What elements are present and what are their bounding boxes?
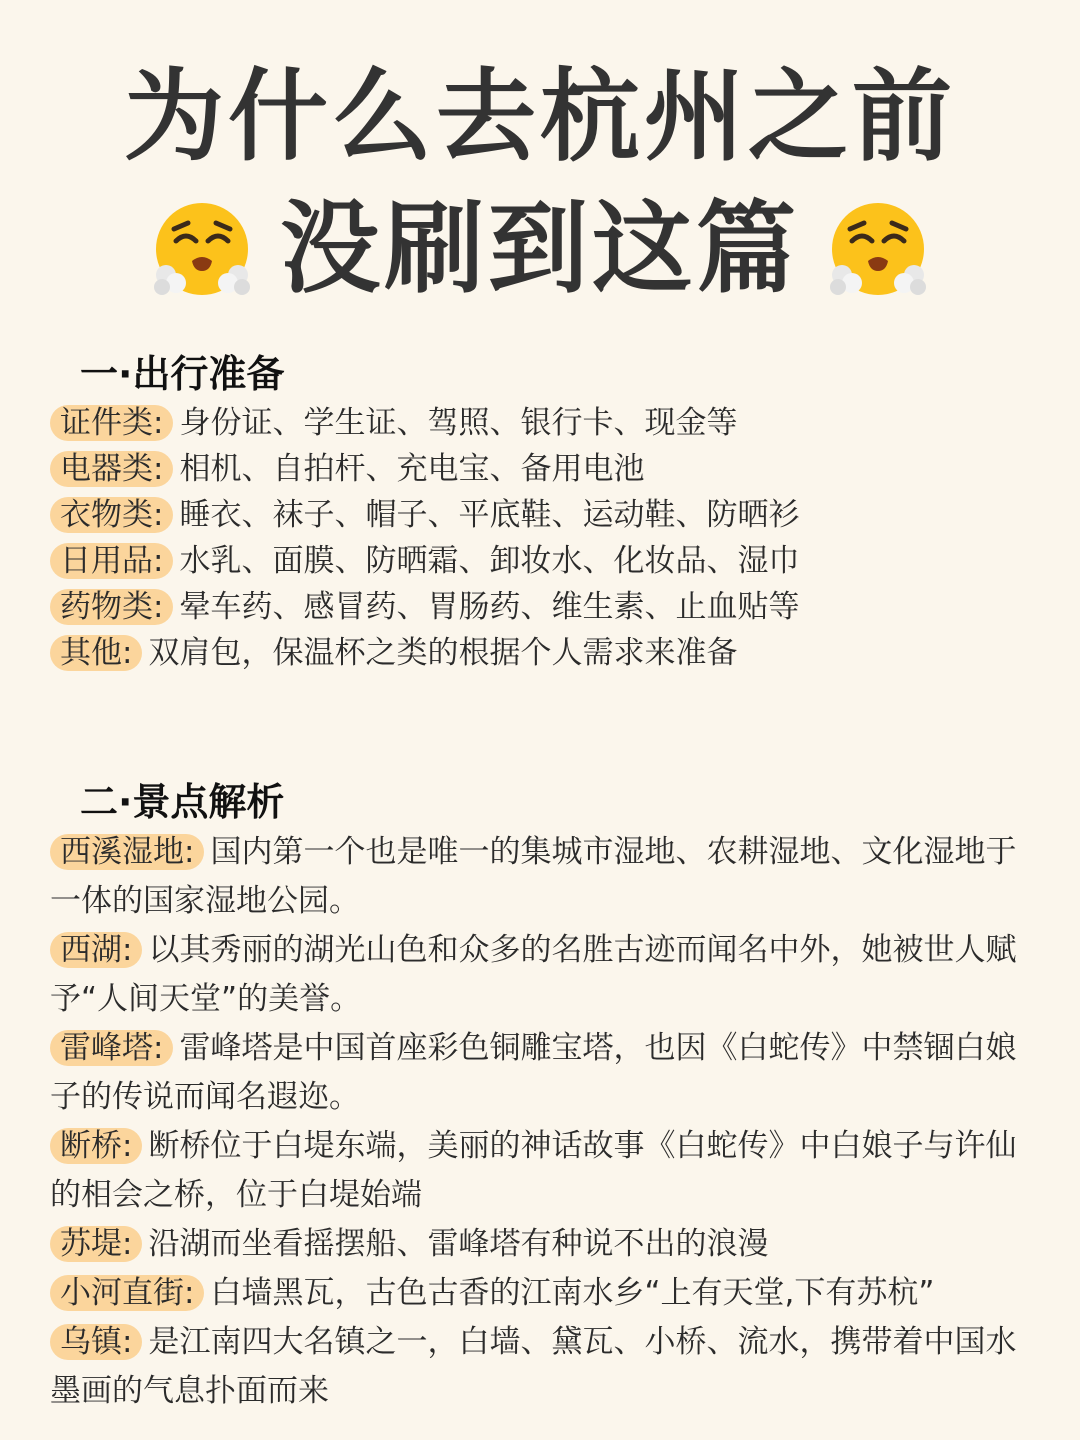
item-label: 乌镇: [50,1324,142,1360]
list-item [50,446,1030,492]
list-item [50,630,1030,676]
item-text: 以其秀丽的湖光山色和众多的名胜古迹而闻名中外，她被世人赋予“人间天堂”的美誉。 [50,932,1017,1017]
item-label: 其他: [50,635,142,671]
list-item [50,538,1030,584]
item-label: 药物类: [50,589,173,625]
page-title-line2-row [0,184,1080,314]
list-item [50,400,1030,446]
list-item [50,828,1030,926]
section-travel-preparation [50,350,1030,676]
item-label: 电器类: [50,451,173,487]
item-label: 断桥: [50,1128,142,1164]
section-attractions [50,778,1030,1416]
item-label: 证件类: [50,405,173,441]
item-text: 国内第一个也是唯一的集城市湿地、农耕湿地、文化湿地于一体的国家湿地公园。 [50,834,1017,919]
item-label: 衣物类: [50,497,173,533]
list-item [50,1122,1030,1220]
list-item [50,1318,1030,1416]
item-text: 是江南四大名镇之一，白墙、黛瓦、小桥、流水，携带着中国水墨画的气息扑面而来 [50,1324,1017,1409]
list-item [50,1269,1030,1318]
item-text: 断桥位于白堤东端，美丽的神话故事《白蛇传》中白娘子与许仙的相会之桥，位于白堤始端 [50,1128,1017,1213]
list-item [50,492,1030,538]
item-label: 苏堤: [50,1226,142,1262]
section-title: 一·出行准备 [80,352,285,396]
item-text: 身份证、学生证、驾照、银行卡、现金等 [179,405,738,441]
face-with-steam-from-nose-emoji-icon [152,199,252,299]
list-item [50,1220,1030,1269]
item-text: 沿湖而坐看摇摆船、雷峰塔有种说不出的浪漫 [148,1226,769,1262]
item-text: 水乳、面膜、防晒霜、卸妆水、化妆品、湿巾 [179,543,800,579]
page-title-line1: 为什么去杭州之前 [124,58,956,175]
list-item [50,926,1030,1024]
item-label: 小河直街: [50,1275,204,1311]
face-with-steam-from-nose-emoji-icon [828,199,928,299]
item-label: 西溪湿地: [50,834,204,870]
item-text: 晕车药、感冒药、胃肠药、维生素、止血贴等 [179,589,800,625]
list-item [50,1024,1030,1122]
title-block [0,52,1080,314]
item-label: 西湖: [50,932,142,968]
item-text: 双肩包，保温杯之类的根据个人需求来准备 [148,635,738,671]
list-item [50,584,1030,630]
item-label: 日用品: [50,543,173,579]
item-text: 相机、自拍杆、充电宝、备用电池 [179,451,645,487]
item-text: 睡衣、袜子、帽子、平底鞋、运动鞋、防晒衫 [179,497,800,533]
item-text: 雷峰塔是中国首座彩色铜雕宝塔，也因《白蛇传》中禁锢白娘子的传说而闻名遐迩。 [50,1030,1017,1115]
section-title: 二·景点解析 [80,780,285,824]
item-text: 白墙黑瓦，古色古香的江南水乡“上有天堂,下有苏杭” [210,1275,935,1311]
item-label: 雷峰塔: [50,1030,173,1066]
page-title-line2: 没刷到这篇 [280,190,800,307]
